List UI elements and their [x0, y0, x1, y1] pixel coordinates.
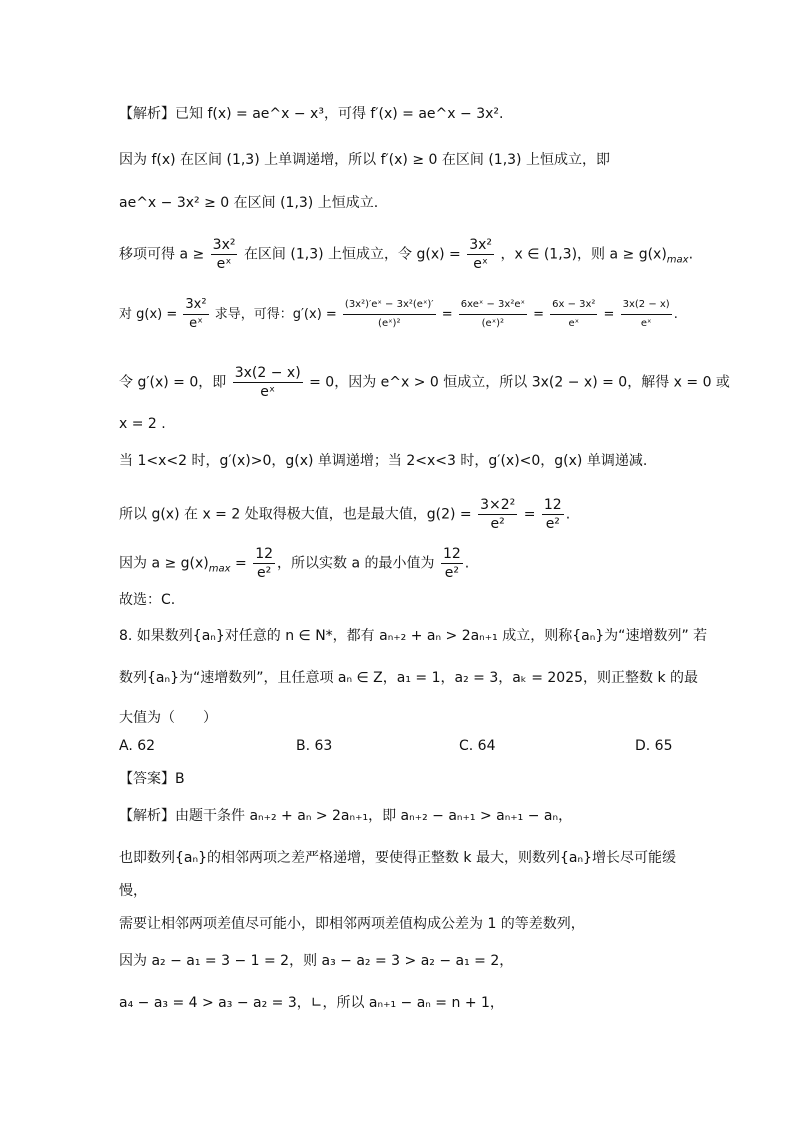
- analysis-line-2: 也即数列{aₙ}的相邻两项之差严格递增，要使得正整数 k 最大，则数列{aₙ}增长尽可能缓: [119, 850, 676, 866]
- solution-line-1: 【解析】已知 f(x) = ae^x − x³，可得 f′(x) = ae^x − 3x².: [119, 106, 504, 122]
- text: 因为 a ≥ g(x): [119, 555, 209, 572]
- question-8-line-1: 8. 如果数列{aₙ}对任意的 n ∈ N*，都有 aₙ₊₂ + aₙ > 2aₙ₊₁ 成立，则称{aₙ}为“速增数列” 若: [119, 628, 708, 644]
- fraction: $\frac{12}{\text{e²}}$: [543, 497, 562, 532]
- solution-line-11: 故选：C.: [119, 592, 176, 608]
- fraction: $\frac{\text{3x²}}{\text{eˣ}}$: [212, 237, 236, 272]
- text: 所以 g(x) 在 x = 2 处取得极大值，也是最大值，g(2) =: [119, 506, 477, 523]
- answer-line: 【答案】B: [119, 771, 185, 787]
- fraction: $\frac{12}{\text{e²}}$: [255, 546, 274, 581]
- text: 令 g′(x) = 0，即: [119, 374, 231, 391]
- option-d: D. 65: [635, 738, 673, 754]
- solution-line-10: 因为 $a \ge g(x)_{max}$ = $\frac{12}{\text{e²}}$ ，所以实数 a 的最小值为 $\frac{12}{\text{e²}}$ .: [119, 546, 470, 581]
- fraction: $\frac{3x(2 - x)}{\text{eˣ}}$: [234, 365, 301, 400]
- solution-line-4: 移项可得 a ≥ $\frac{\text{3x²}}{\text{eˣ}}$ 在区间 (1,3) 上恒成立，令 g(x) = $\frac{\text{3x²}}{\text{eˣ}}$ ，x ∈ (1,3)，则 $a \ge g(x)_{max}$.: [119, 237, 694, 272]
- fraction: $\frac{3x(2 - x)}{\text{eˣ}}$: [621, 296, 672, 333]
- text: ，x ∈ (1,3)，则 a ≥ g(x): [500, 246, 667, 263]
- analysis-line-1: 【解析】由题干条件 aₙ₊₂ + aₙ > 2aₙ₊₁，即 aₙ₊₂ − aₙ₊₁ > aₙ₊₁ − aₙ，: [119, 808, 573, 824]
- text: 在区间 (1,3) 上恒成立，令 g(x) =: [243, 246, 466, 263]
- text: 对 g(x) =: [119, 307, 182, 322]
- question-8-line-2: 数列{aₙ}为“速增数列”，且任意项 aₙ ∈ Z，a₁ = 1，a₂ = 3，aₖ = 2025，则正整数 k 的最: [119, 670, 699, 686]
- solution-line-5: 对 g(x) = $\frac{\text{3x²}}{\text{eˣ}}$ 求导，可得：g′(x) = $\frac{\text{(3x²)′eˣ − 3x²(eˣ)′}}{\text{(eˣ)²}}$ = $\frac{\text{6xeˣ − 3x²eˣ}}{\text{(eˣ)²}}$ = $\frac{\text{6x − 3x²}}{\text{eˣ}}$ = $\frac{3x(2 - x)}{\text{eˣ}}$ .: [119, 297, 678, 331]
- solution-line-9: 所以 g(x) 在 x = 2 处取得极大值，也是最大值，g(2) = $\frac{\text{3×2²}}{\text{e²}}$ = $\frac{12}{\text{e²}}$ .: [119, 497, 571, 532]
- fraction: $\frac{12}{\text{e²}}$: [442, 546, 461, 581]
- analysis-line-4: 需要让相邻两项差值尽可能小，即相邻两项差值构成公差为 1 的等差数列，: [119, 916, 585, 932]
- fraction: $\frac{\text{(3x²)′eˣ − 3x²(eˣ)′}}{\text{(eˣ)²}}$: [343, 296, 436, 333]
- analysis-line-5: 因为 a₂ − a₁ = 3 − 1 = 2，则 a₃ − a₂ = 3 > a₂ − a₁ = 2，: [119, 953, 514, 969]
- text: 移项可得 a ≥: [119, 246, 209, 263]
- solution-line-6: [119, 364, 730, 401]
- fraction: $\frac{\text{6xeˣ − 3x²eˣ}}{\text{(eˣ)²}}$: [459, 296, 527, 333]
- option-b: B. 63: [296, 738, 333, 754]
- solution-line-7: x = 2 .: [119, 416, 166, 432]
- text: = 0，因为 e^x > 0 恒成立，所以 3x(2 − x) = 0，解得 x = 0 或: [309, 374, 730, 391]
- analysis-line-6: a₄ − a₃ = 4 > a₃ − a₂ = 3，∟，所以 aₙ₊₁ − aₙ = n + 1，: [119, 995, 504, 1011]
- fraction: $\frac{\text{3x²}}{\text{eˣ}}$: [469, 237, 493, 272]
- fraction: $\frac{\text{3×2²}}{\text{e²}}$: [480, 497, 516, 532]
- fraction: $\frac{\text{3x²}}{\text{eˣ}}$: [185, 297, 207, 331]
- analysis-line-3: 慢，: [119, 883, 147, 899]
- solution-line-3: ae^x − 3x² ≥ 0 在区间 (1,3) 上恒成立.: [119, 195, 379, 211]
- option-c: C. 64: [459, 738, 496, 754]
- solution-line-8: 当 1<x<2 时，g′(x)>0，g(x) 单调递增；当 2<x<3 时，g′(x)<0，g(x) 单调递减.: [119, 453, 648, 469]
- question-8-line-3: 大值为（ ）: [119, 710, 217, 726]
- text: ，所以实数 a 的最小值为: [277, 555, 439, 572]
- option-a: A. 62: [119, 738, 156, 754]
- text: 求导，可得：g′(x) =: [214, 307, 341, 322]
- solution-line-2: 因为 f(x) 在区间 (1,3) 上单调递增，所以 f′(x) ≥ 0 在区间 (1,3) 上恒成立，即: [119, 152, 610, 168]
- fraction: $\frac{\text{6x − 3x²}}{\text{eˣ}}$: [550, 296, 597, 333]
